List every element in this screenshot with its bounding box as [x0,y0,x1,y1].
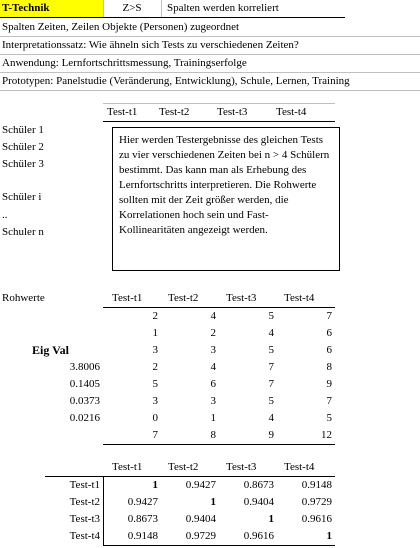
description-line-2[interactable]: Interpretationssatz: Wie ähneln sich Tests zu verschiedenen Zeiten? [2,39,299,51]
eigenvalue-cell[interactable]: 0.0373 [69,395,100,407]
relation-cell[interactable]: Z>S [122,2,142,14]
eigenvalue-cell[interactable]: 3.8006 [69,361,100,373]
raw-bottom-line [103,444,335,445]
description-line-1[interactable]: Spalten Zeiten, Zeilen Objekte (Personen) zugeordnet [2,21,240,33]
raw-values-label[interactable]: Rohwerte [2,292,45,304]
raw-cell[interactable]: 12 [321,429,332,441]
raw-cell[interactable]: 8 [210,429,216,441]
raw-cell[interactable]: 4 [210,361,216,373]
raw-cell[interactable]: 6 [326,344,332,356]
corr-cell[interactable]: 1 [268,513,274,525]
grid-line [0,90,420,91]
raw-cell[interactable]: 4 [210,310,216,322]
corr-test-header[interactable]: Test-t3 [226,461,257,473]
raw-cell[interactable]: 8 [326,361,332,373]
test-header[interactable]: Test-t1 [107,106,138,118]
raw-cell[interactable]: 3 [152,395,158,407]
note-text: Hier werden Testergebnisse des gleichen Tests zu vier verschiedenen Zeiten bei n > 4 Schülern bestimmt. Das kann man als Erhebung des Lernfortschritts interpretieren. Die Rohwerte sollten mit der Zeit größer werden, die Korrelationen hoch sein und Fast-Kollinearitäten angezeigt werden. [119,134,330,236]
eigenvalue-cell[interactable]: 0.0216 [69,412,100,424]
raw-cell[interactable]: 7 [268,361,274,373]
raw-cell[interactable]: 4 [268,412,274,424]
corr-test-header[interactable]: Test-t4 [284,461,315,473]
corr-cell[interactable]: 0.9404 [243,496,274,508]
raw-cell[interactable]: 4 [268,327,274,339]
description-line-4[interactable]: Prototypen: Panelstudie (Veränderung, Entwicklung), Schule, Lernen, Training [2,75,350,87]
corr-cell[interactable]: 0.9148 [301,479,332,491]
corr-cell[interactable]: 1 [326,530,332,542]
raw-cell[interactable]: 3 [210,344,216,356]
raw-test-header[interactable]: Test-t3 [226,292,257,304]
raw-test-header[interactable]: Test-t4 [284,292,315,304]
raw-cell[interactable]: 2 [152,361,158,373]
raw-cell[interactable]: 9 [326,378,332,390]
note-textbox[interactable] [112,127,340,271]
raw-cell[interactable]: 2 [210,327,216,339]
eigenvalue-cell[interactable]: 0.1405 [69,378,100,390]
header-line [0,17,345,18]
corr-cell[interactable]: 0.8673 [243,479,274,491]
test-header[interactable]: Test-t2 [159,106,190,118]
raw-cell[interactable]: 6 [210,378,216,390]
test-header[interactable]: Test-t3 [217,106,248,118]
student-label[interactable]: .. [2,209,8,221]
raw-cell[interactable]: 7 [326,395,332,407]
raw-cell[interactable]: 7 [152,429,158,441]
raw-cell[interactable]: 3 [210,395,216,407]
raw-test-header[interactable]: Test-t2 [168,292,199,304]
eigenvalue-label[interactable]: Eig Val [32,343,70,357]
grid-line [0,36,420,37]
corr-cell[interactable]: 0.9729 [301,496,332,508]
raw-test-header[interactable]: Test-t1 [112,292,143,304]
corr-cell[interactable]: 1 [152,479,158,491]
corr-cell[interactable]: 0.9616 [243,530,274,542]
corr-cell[interactable]: 1 [210,496,216,508]
grid-line [0,72,420,73]
raw-cell[interactable]: 5 [152,378,158,390]
raw-cell[interactable]: 0 [152,412,158,424]
grid-line [0,54,420,55]
raw-cell[interactable]: 5 [268,395,274,407]
student-label[interactable]: Schüler 3 [2,158,44,170]
raw-cell[interactable]: 7 [268,378,274,390]
raw-cell[interactable]: 3 [152,344,158,356]
corr-cell[interactable]: 0.9616 [301,513,332,525]
corr-cell[interactable]: 0.9427 [185,479,216,491]
corr-cell[interactable]: 0.9148 [127,530,158,542]
raw-cell[interactable]: 5 [326,412,332,424]
raw-cell[interactable]: 9 [268,429,274,441]
student-label[interactable]: Schuler n [2,226,44,238]
header-underline [103,121,335,122]
student-label[interactable]: Schüler 1 [2,124,44,136]
corr-test-header[interactable]: Test-t1 [112,461,143,473]
test-header[interactable]: Test-t4 [276,106,307,118]
grid-line [161,0,162,17]
corr-cell[interactable]: 0.9729 [185,530,216,542]
raw-cell[interactable]: 1 [152,327,158,339]
title-cell[interactable]: T-Technik [0,0,103,17]
corr-test-header[interactable]: Test-t2 [168,461,199,473]
student-label[interactable]: Schüler 2 [2,141,44,153]
corr-left-border [103,477,104,545]
relation-note-cell[interactable]: Spalten werden korreliert [167,2,279,14]
grid-line [103,103,335,104]
corr-cell[interactable]: 0.9404 [185,513,216,525]
corr-row-label[interactable]: Test-t1 [69,479,100,491]
corr-row-label[interactable]: Test-t2 [69,496,100,508]
description-line-3[interactable]: Anwendung: Lernfortschrittsmessung, Trainingserfolge [2,57,247,69]
corr-cell[interactable]: 0.8673 [127,513,158,525]
raw-cell[interactable]: 2 [152,310,158,322]
corr-row-label[interactable]: Test-t3 [69,513,100,525]
raw-cell[interactable]: 6 [326,327,332,339]
raw-cell[interactable]: 5 [268,344,274,356]
raw-cell[interactable]: 5 [268,310,274,322]
corr-cell[interactable]: 0.9427 [127,496,158,508]
grid-line [103,0,104,17]
corr-bottom-line [103,545,335,546]
raw-cell[interactable]: 1 [210,412,216,424]
corr-row-label[interactable]: Test-t4 [69,530,100,542]
student-label[interactable]: Schüler i [2,191,42,203]
raw-cell[interactable]: 7 [326,310,332,322]
